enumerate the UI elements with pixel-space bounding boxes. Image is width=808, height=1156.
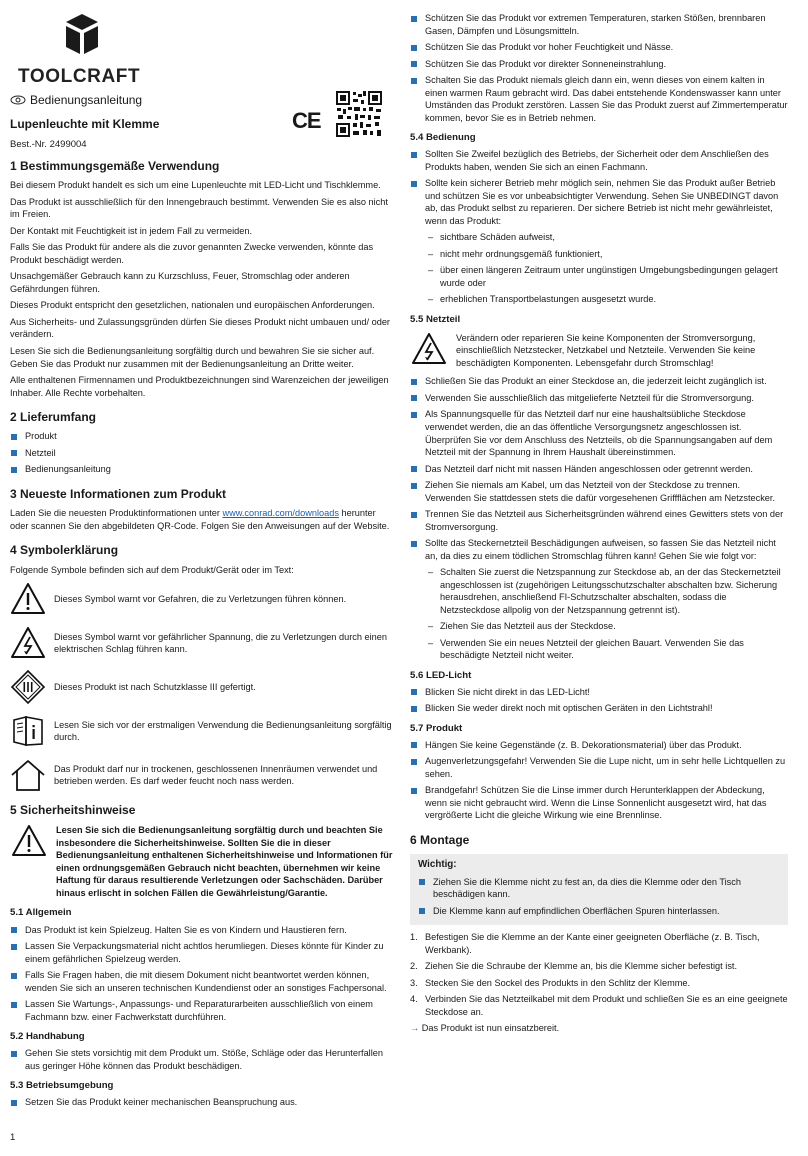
- list-item: Gehen Sie stets vorsichtig mit dem Produkt um. Stöße, Schläge oder das Herunterfallen aus geringer Höhe können das Produkt beschädigen.: [10, 1047, 394, 1072]
- dash-item: – Schalten Sie zuerst die Netzspannung zur Steckdose ab, an der das Steckernetzteil angeschlossen ist (zugehörigen Leitungsschutzschalter abschalten bzw. Sicherung herausdrehen, anschließend FI-Schutzschalter abschalten, sodass die Netzsteckdose allpolig von der Netzspannung getrennt ist).: [425, 566, 788, 616]
- list-item: Falls Sie Fragen haben, die mit diesem Dokument nicht beantwortet werden können, wenden Sie sich an unseren technischen Kundendienst oder an sonstiges Fachpersonal.: [10, 969, 394, 994]
- doc-type: Bedienungsanleitung: [30, 93, 143, 107]
- qr-code[interactable]: [335, 90, 383, 138]
- step-item: [410, 977, 788, 990]
- s4-intro: Folgende Symbole befinden sich auf dem Produkt/Gerät oder im Text:: [10, 564, 294, 575]
- environment-list: [10, 1096, 394, 1109]
- ce-mark: CE: [292, 108, 321, 133]
- high-voltage-icon: [410, 332, 448, 366]
- symbol-text: Lesen Sie sich vor der erstmaligen Verwendung die Bedienungsanleitung sorgfältig durch.: [54, 719, 392, 743]
- dash-item: – erheblichen Transportbelastungen ausgesetzt wurde.: [425, 293, 788, 306]
- step-item: [410, 993, 788, 1018]
- list-item: Blicken Sie nicht direkt in das LED-Licht!: [410, 686, 788, 699]
- list-item: Hängen Sie keine Gegenstände (z. B. Dekorationsmaterial) über das Produkt.: [410, 739, 788, 752]
- list-item: Lassen Sie Verpackungsmaterial nicht achtlos herumliegen. Dieses könnte für Kinder zu einem gefährlichen Spielzeug werden.: [10, 940, 394, 965]
- toolcraft-cube-icon: [64, 12, 100, 56]
- list-item: Schützen Sie das Produkt vor hoher Feuchtigkeit und Nässe.: [410, 41, 788, 54]
- list-item: Ziehen Sie die Klemme nicht zu fest an, da dies die Klemme oder den Tisch beschädigen kann.: [418, 876, 782, 901]
- dash-item: – über einen längeren Zeitraum unter ungünstigen Umgebungsbedingungen gelagert wurde oder: [425, 264, 788, 289]
- s1-para: Aus Sicherheits- und Zulassungsgründen dürfen Sie dieses Produkt nicht umbauen und/ oder verändern.: [10, 316, 390, 340]
- step-text: Stecken Sie den Sockel des Produkts in den Schlitz der Klemme.: [425, 977, 691, 988]
- section-5-4-title: 5.4 Bedienung: [410, 132, 476, 144]
- list-item: Sollte das Steckernetzteil Beschädigungen aufweisen, so fassen Sie das Netzteil nicht an, da dies zu einem tödlichen Stromschlag führen kann! Gehen Sie wie folgt vor:: [410, 537, 788, 562]
- list-item: Als Spannungsquelle für das Netzteil darf nur eine haushaltsübliche Steckdose verwendet werden, die an das öffentliche Versorgungsnetz angeschlossen ist. Überprüfen Sie vor dem Anschluss des Netzteils, ob die Spannungsangaben auf dem Netzteil mit der Spannung in Ihrem Haushalt übereinstimmen.: [410, 408, 788, 458]
- list-item: Verwenden Sie ausschließlich das mitgelieferte Netzteil für die Stromversorgung.: [410, 392, 788, 405]
- list-item: Trennen Sie das Netzteil aus Sicherheitsgründen während eines Gewitters stets von der Stromversorgung.: [410, 508, 788, 533]
- order-number: Best.-Nr. 2499004: [10, 138, 87, 150]
- symbol-row: [10, 670, 394, 704]
- symbol-text: Das Produkt darf nur in trockenen, geschlossenen Innenräumen verwendet und betrieben werden. Es darf weder feucht noch nass werden.: [54, 763, 378, 787]
- section-2-title: 2 Lieferumfang: [10, 410, 97, 425]
- section-5-title: 5 Sicherheitshinweise: [10, 803, 136, 818]
- right-content: [410, 12, 788, 1039]
- page-number: 1: [10, 1132, 16, 1143]
- list-item: Lassen Sie Wartungs-, Anpassungs- und Reparaturarbeiten ausschließlich von einem Fachmann bzw. einer Fachwerkstatt durchführen.: [10, 998, 394, 1023]
- list-item: Netzteil: [10, 447, 394, 460]
- symbol-row: [10, 582, 394, 616]
- section-5-5-title: 5.5 Netzteil: [410, 313, 461, 325]
- s1-para: Bei diesem Produkt handelt es sich um eine Lupenleuchte mit LED-Licht und Tischklemme.: [10, 180, 381, 191]
- toolcraft-logo: [18, 12, 150, 86]
- step-item: [410, 931, 788, 956]
- list-item: Brandgefahr! Schützen Sie die Linse immer durch Herunterklappen der Abdeckung, wenn sie nicht gebraucht wird. Wenn die Linse Sonnenlicht ausgesetzt wird, hat das vergrößerte Licht die gleiche Wirkung wie eine Brennlinse.: [410, 784, 788, 822]
- dash-item: – Verwenden Sie ein neues Netzteil der gleichen Bauart. Verwenden Sie das beschädigte Netzteil nicht weiter.: [425, 637, 788, 662]
- list-item: Schließen Sie das Produkt an einer Steckdose an, die jederzeit leicht zugänglich ist.: [410, 375, 788, 388]
- power-supply-warning-text: Verändern oder reparieren Sie keine Komponenten der Stromversorgung, einschließlich Netzstecker, Netzkabel und Netzteile. Verwenden Sie keine beschädigten Komponenten. Lebensgefahr durch Stromschlag!: [456, 332, 756, 368]
- list-item: Setzen Sie das Produkt keiner mechanischen Beanspruchung aus.: [10, 1096, 394, 1109]
- result-line: [410, 1022, 788, 1035]
- s3-pre: Laden Sie die neuesten Produktinformationen unter: [10, 508, 223, 519]
- section-5-2-title: 5.2 Handhabung: [10, 1031, 85, 1043]
- product-title: Lupenleuchte mit Klemme: [10, 117, 160, 132]
- important-list: [418, 876, 782, 918]
- safety-warning: [10, 824, 394, 899]
- s1-para: Dieses Produkt entspricht den gesetzlichen, nationalen und europäischen Anforderungen.: [10, 300, 375, 311]
- list-item: Schalten Sie das Produkt niemals gleich dann ein, wenn dieses von einem kalten in einen warmen Raum gebracht wird. Das dabei entstehende Kondenswasser kann unter Umständen das Produkt zerstören. Lassen Sie das Produkt zuerst auf Zimmertemperatur kommen, bevor Sie es in Betrieb nehmen.: [410, 74, 788, 124]
- s3-post: herunter oder scannen Sie den abgebildeten QR-Code. Folgen Sie den Anweisungen auf der Website.: [10, 508, 390, 531]
- symbol-text: Dieses Produkt ist nach Schutzklasse III gefertigt.: [54, 681, 256, 692]
- section-5-7-title: 5.7 Produkt: [410, 722, 463, 734]
- section-5-1-title: 5.1 Allgemein: [10, 907, 72, 919]
- warning-triangle-icon: [10, 582, 46, 616]
- list-item: Sollte kein sicherer Betrieb mehr möglich sein, nehmen Sie das Produkt außer Betrieb und schützen Sie es vor unbeabsichtigter Verwendung. Sehen Sie UNBEDINGT davon ab, das Produkt selbst zu reparieren. Der sichere Betrieb ist nicht mehr gewährleistet, wenn das Produkt:: [410, 177, 788, 227]
- safety-warning-text: Lesen Sie sich die Bedienungsanleitung sorgfältig durch und beachten Sie insbesondere die Sicherheitshinweise. Sollten Sie die in dieser Bedienungsanleitung enthaltenen Sicherheitshinweise und Informationen für einen ordnungsgemäßen Gebrauch nicht beachten, übernehmen wir keine Haftung für daraus resultierende Verletzungen oder Sachschäden. Darüber hinaus erlischt in solchen Fällen die Gewährleistung/Garantie.: [56, 825, 393, 898]
- section-1-title: 1 Bestimmungsgemäße Verwendung: [10, 159, 220, 173]
- s1-para: Der Kontakt mit Feuchtigkeit ist in jedem Fall zu vermeiden.: [10, 225, 253, 236]
- step-item: [410, 960, 788, 973]
- list-item: Schützen Sie das Produkt vor extremen Temperaturen, starken Stößen, brennbaren Gasen, Dämpfen und Lösungsmitteln.: [410, 12, 788, 37]
- eye-icon: [10, 95, 26, 105]
- downloads-link[interactable]: www.conrad.com/downloads: [222, 508, 339, 519]
- list-item: Das Produkt ist kein Spielzeug. Halten Sie es von Kindern und Haustieren fern.: [10, 924, 394, 937]
- indoor-use-house-icon: [10, 758, 46, 792]
- step-number: 2.: [410, 961, 418, 972]
- s1-para: Falls Sie das Produkt für andere als die zuvor genannten Zwecke verwenden, könnte das Produkt beschädigt werden.: [10, 242, 374, 265]
- left-content: [10, 148, 394, 1113]
- section-3-title: 3 Neueste Informationen zum Produkt: [10, 486, 227, 501]
- step-text: Ziehen Sie die Schraube der Klemme an, bis die Klemme sicher befestigt ist.: [425, 961, 738, 972]
- operation-list: [410, 148, 788, 306]
- list-item: Augenverletzungsgefahr! Verwenden Sie die Lupe nicht, um in sehr helle Lichtquellen zu sehen.: [410, 755, 788, 780]
- led-list: [410, 686, 788, 715]
- high-voltage-icon: [10, 626, 46, 660]
- read-manual-icon: [10, 714, 46, 748]
- section-4-title: 4 Symbolerklärung: [10, 543, 119, 558]
- brand-name: TOOLCRAFT: [18, 66, 141, 87]
- symbol-text: Dieses Symbol warnt vor gefährlicher Spannung, die zu Verletzungen durch einen elektrischen Schlag führen kann.: [54, 631, 387, 655]
- power-supply-warning: [410, 332, 788, 370]
- important-note: [410, 854, 788, 925]
- power-supply-list: [410, 375, 788, 661]
- symbol-row: [10, 626, 394, 660]
- handling-list: [10, 1047, 394, 1072]
- product-list: [410, 739, 788, 822]
- symbol-row: [10, 714, 394, 748]
- protection-class-3-icon: [10, 670, 46, 704]
- delivery-list: [10, 430, 394, 476]
- step-text: Verbinden Sie das Netzteilkabel mit dem Produkt und schließen Sie es an eine geeignete Steckdose an.: [425, 994, 788, 1017]
- s1-para: Lesen Sie sich die Bedienungsanleitung sorgfältig durch und bewahren Sie sie sicher auf. Geben Sie das Produkt nur zusammen mit der Bedienungsanleitung an Dritte weiter.: [10, 345, 375, 369]
- dash-item: – Ziehen Sie das Netzteil aus der Steckdose.: [425, 620, 788, 633]
- list-item: Blicken Sie weder direkt noch mit optischen Geräten in den Lichtstrahl!: [410, 702, 788, 715]
- symbol-row: [10, 758, 394, 792]
- arrow-right-icon: →: [410, 1023, 420, 1034]
- list-item: Schützen Sie das Produkt vor direkter Sonneneinstrahlung.: [410, 58, 788, 71]
- list-item: Produkt: [10, 430, 394, 443]
- section-5-3-title: 5.3 Betriebsumgebung: [10, 1080, 114, 1092]
- list-item: Ziehen Sie niemals am Kabel, um das Netzteil von der Steckdose zu trennen. Verwenden Sie stattdessen stets die dafür vorgesehenen Griffflächen am Netzstecker.: [410, 479, 788, 504]
- s1-para: Alle enthaltenen Firmennamen und Produktbezeichnungen sind Warenzeichen der jeweiligen Inhaber. Alle Rechte vorbehalten.: [10, 375, 389, 398]
- environment-list-cont: [410, 12, 788, 124]
- section-6-title: 6 Montage: [410, 832, 470, 847]
- mounting-steps: [410, 931, 788, 1018]
- step-number: 1.: [410, 932, 418, 943]
- s3-paragraph: [10, 507, 394, 532]
- important-note-title: Wichtig:: [418, 859, 457, 871]
- section-5-6-title: 5.6 LED-Licht: [410, 669, 472, 681]
- list-item: Die Klemme kann auf empfindlichen Oberflächen Spuren hinterlassen.: [418, 905, 782, 918]
- dash-item: – nicht mehr ordnungsgemäß funktioniert,: [425, 248, 788, 261]
- step-number: 4.: [410, 994, 418, 1005]
- warning-triangle-icon: [10, 824, 48, 858]
- general-list: [10, 924, 394, 1024]
- s1-para: Das Produkt ist ausschließlich für den Innengebrauch bestimmt. Verwenden Sie es also nicht im Freien.: [10, 196, 388, 220]
- step-number: 3.: [410, 977, 418, 988]
- result-text: Das Produkt ist nun einsatzbereit.: [421, 1023, 560, 1034]
- s1-para: Unsachgemäßer Gebrauch kann zu Kurzschluss, Feuer, Stromschlag oder anderen Gefährdungen führen.: [10, 271, 350, 294]
- list-item: Bedienungsanleitung: [10, 463, 394, 476]
- list-item: Sollten Sie Zweifel bezüglich des Betriebs, der Sicherheit oder dem Anschließen des Produkts haben, wenden Sie sich an einen Fachmann.: [410, 148, 788, 173]
- step-text: Befestigen Sie die Klemme an der Kante einer geeigneten Oberfläche (z. B. Tisch, Werkbank).: [425, 932, 760, 955]
- list-item: Das Netzteil darf nicht mit nassen Händen angeschlossen oder getrennt werden.: [410, 463, 788, 476]
- dash-item: – sichtbare Schäden aufweist,: [425, 231, 788, 244]
- symbol-text: Dieses Symbol warnt vor Gefahren, die zu Verletzungen führen können.: [54, 593, 347, 604]
